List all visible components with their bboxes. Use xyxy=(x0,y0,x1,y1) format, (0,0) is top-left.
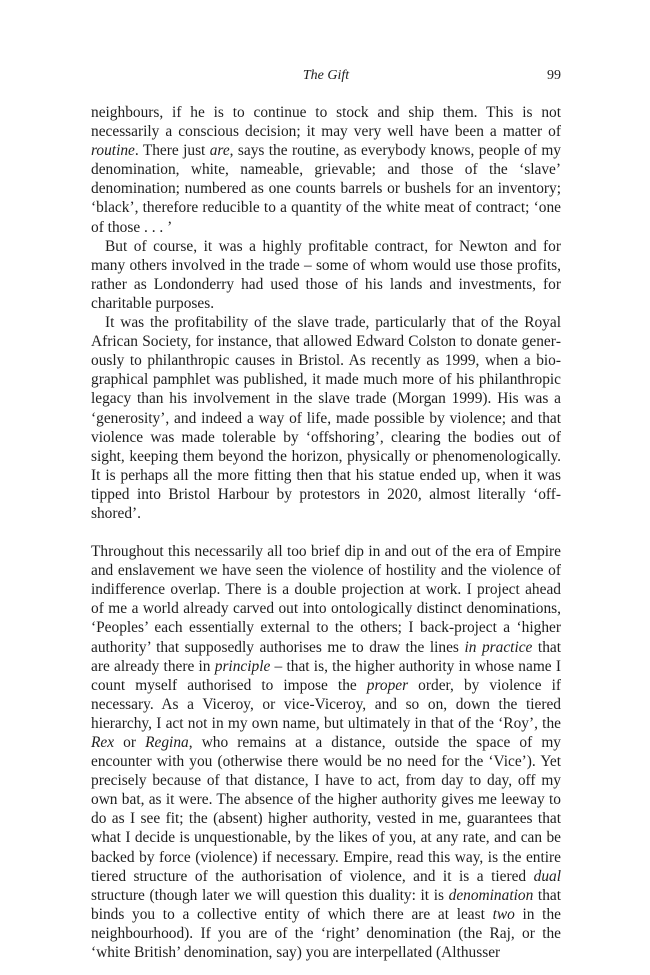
paragraph xyxy=(91,313,561,523)
running-title: The Gift xyxy=(302,68,350,83)
text-run: – that is, the higher authority in whose name I count myself authorised to impose the xyxy=(91,657,561,694)
italic-text: in practice xyxy=(464,638,533,656)
italic-text: Regina xyxy=(145,734,189,751)
text-run: , who remains at a distance, outside the space of my encounter with you (otherwise there would be no need for the ‘Vice’). Yet precisely because of that distance, I have to act, from day to day, off my own bat, as it were. The absence of the higher authority gives me leeway to do as I see fit; the (absent) higher authority, vested in me, guarantees that what I decide is unquestionable, by the likes of you, at any rate, and can be backed by force (violence) if necessary. Empire, read this way, is the entire tiered structure of the authorisation of violence, and it is a tiered xyxy=(91,734,561,885)
body-text xyxy=(91,103,561,962)
italic-text: principle xyxy=(214,657,271,675)
text-run: order, by violence if necessary. As a Viceroy, or vice-Viceroy, and so on, down the tiered hierarchy, I act not in my own name, but ultimately in that of the ‘Roy’, the xyxy=(91,676,561,732)
page-header xyxy=(91,68,561,88)
italic-text: routine xyxy=(91,142,135,160)
text-run: neighbours, if he is to continue to stock and ship them. This is not necessarily a conscious decision; it may very well have been a matter of xyxy=(91,104,561,141)
paragraph xyxy=(91,542,561,962)
italic-text: dual xyxy=(533,867,561,885)
text-run: But of course, it was a highly profitable contract, for Newton and for many others involved in the trade – some of whom would use those profits, rather as Londonderry had used those of his lands and investments, for charitable purposes. xyxy=(91,237,561,312)
italic-text: two xyxy=(492,905,515,923)
text-run: Throughout this necessarily all too brief dip in and out of the era of Empire and enslavement we have seen the violence of hostility and the violence of indifference overlap. There is a double projection at work. I project ahead of me a world already carved out into ontologically distinct denominations, ‘Peoples’ each essentially external to the others; I back-project a ‘higher authority’ that supposedly authorises me to draw the lines xyxy=(91,543,561,656)
text-run: It was the profitability of the slave trade, particularly that of the Royal African Society, for instance, that allowed Edward Colston to donate generously to philanthropic causes in Bristol. As recently as 1999, when a biographical pamphlet was published, it made much more of his philanthropic legacy than his involvement in the slave trade (Morgan 1999). His was a ‘generosity’, and indeed a way of life, made possible by violence; and that violence was made tolerable by ‘offshoring’, clearing the bodies out of sight, keeping them beyond the horizon, physically or phenomenologically. It is perhaps all the more fitting then that his statue ended up, when it was tipped into Bristol Harbour by protestors in 2020, almost literally ‘off-shored’. xyxy=(91,314,561,522)
paragraph xyxy=(91,103,561,237)
text-run: . There just xyxy=(134,142,210,160)
page-number: 99 xyxy=(547,68,561,83)
text-run: , says the routine, as everybody knows, people of my denomination, white, nameable, grievable; and those of the ‘slave’ denomination; numbered as one counts barrels or bushels for an inventory; ‘black’, therefore reducible to a quantity of the white meat of contract; ‘one of those . . . ’ xyxy=(91,142,561,236)
text-run: structure (though later we will question this duality: it is xyxy=(91,886,449,904)
text-run: that binds you to a collective entity of which there are at least xyxy=(91,886,562,923)
italic-text: are xyxy=(209,142,230,160)
text-run: that are already there in xyxy=(91,638,561,675)
paragraph xyxy=(91,237,561,313)
italic-text: Rex xyxy=(91,734,115,751)
italic-text: denomination xyxy=(448,886,534,904)
text-run: in the neighbourhood). If you are of the ‘right’ denomination (the Raj, or the ‘white British’ denomination, say) you are interpellated (Althusser xyxy=(91,905,561,962)
italic-text: proper xyxy=(366,676,409,694)
text-run: or xyxy=(114,734,146,751)
